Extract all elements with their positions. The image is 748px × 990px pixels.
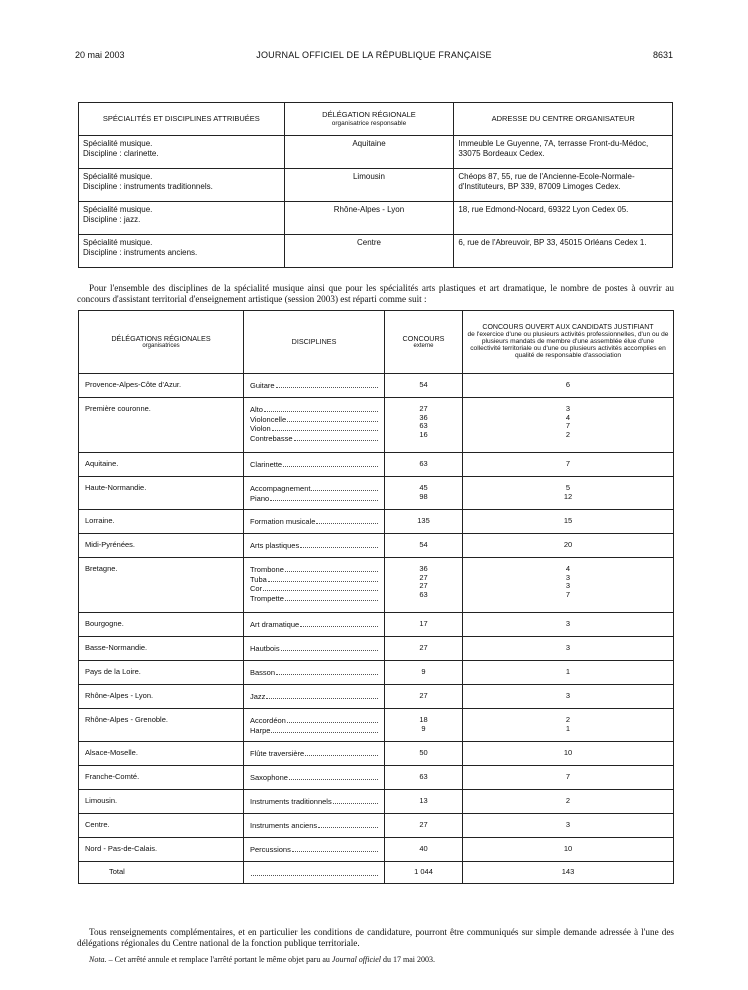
- discipline-label: Harpe: [250, 725, 271, 735]
- region-cell: Lorraine.: [79, 510, 244, 534]
- disciplines-cell: [244, 453, 385, 477]
- leader-dots: [285, 565, 378, 572]
- ouvert-cell: [463, 838, 674, 862]
- leader-dots: [251, 869, 378, 876]
- discipline-line: [250, 434, 378, 444]
- region-cell: Bourgogne.: [79, 613, 244, 637]
- discipline-label: Tuba: [250, 574, 267, 584]
- total-externe: 1 044: [385, 862, 463, 884]
- disciplines-cell: [244, 637, 385, 661]
- discipline-line: [250, 494, 378, 504]
- ouvert-cell: [463, 510, 674, 534]
- disciplines-cell: [244, 398, 385, 453]
- externe-cell: [385, 374, 463, 398]
- paragraph-intro: Pour l'ensemble des disciplines de la spécialité musique ainsi que pour les spécialités arts plastiques et art dramatique, le nombre de postes à ouvrir au concours d'assistant territorial d'enseignement artistique (session 2003) est réparti comme suit :: [77, 283, 674, 305]
- discipline-label: Instruments anciens: [250, 820, 318, 830]
- centre-row: [79, 136, 673, 169]
- region-cell: Rhône-Alpes - Lyon.: [79, 685, 244, 709]
- discipline-label: Trompette: [250, 593, 284, 603]
- discipline-label: Saxophone: [250, 772, 288, 782]
- discipline-label: Hautbois: [250, 643, 280, 653]
- region-row: [79, 398, 674, 453]
- externe-value: 16: [419, 429, 428, 439]
- region-cell: Rhône-Alpes - Grenoble.: [79, 709, 244, 742]
- externe-cell: [385, 534, 463, 558]
- discipline-text: Discipline : instruments traditionnels.: [83, 182, 213, 191]
- discipline-label: Accompagnement: [250, 484, 311, 493]
- externe-cell: [385, 814, 463, 838]
- ouvert-value: 20: [563, 540, 573, 550]
- region-cell: Bretagne.: [79, 558, 244, 613]
- region-cell: Centre.: [79, 814, 244, 838]
- externe-value: 27: [419, 581, 428, 591]
- region-row: [79, 838, 674, 862]
- ouvert-value: 10: [563, 748, 573, 758]
- nota-text-before: – Cet arrêté annule et remplace l'arrêté portant le même objet paru au: [106, 955, 332, 964]
- discipline-label: Guitare: [250, 380, 275, 390]
- discipline-line: [250, 460, 378, 470]
- nota-text-after: du 17 mai 2003.: [381, 955, 436, 964]
- header-adresse: ADRESSE DU CENTRE ORGANISATEUR: [454, 103, 673, 136]
- externe-value: 27: [419, 643, 428, 653]
- externe-cell: [385, 838, 463, 862]
- externe-value: 36: [419, 564, 428, 573]
- discipline-line: [250, 668, 378, 678]
- ouvert-value: 6: [565, 380, 571, 390]
- externe-value: 17: [419, 619, 428, 629]
- externe-value: 27: [419, 572, 428, 582]
- discipline-line: [250, 620, 378, 630]
- leader-dots: [285, 594, 378, 601]
- ouvert-cell: [463, 398, 674, 453]
- discipline-label: Percussions: [250, 844, 291, 854]
- postes-table: [78, 310, 674, 884]
- delegation-cell: Centre: [284, 235, 454, 268]
- ouvert-value: 3: [565, 643, 571, 653]
- adresse-cell: Immeuble Le Guyenne, 7A, terrasse Front-du-Médoc, 33075 Bordeaux Cedex.: [454, 136, 673, 169]
- region-row: [79, 613, 674, 637]
- region-cell: Alsace-Moselle.: [79, 742, 244, 766]
- externe-value: 63: [419, 459, 428, 469]
- region-row: [79, 534, 674, 558]
- ouvert-value: 7: [565, 421, 571, 431]
- header-specialites: SPÉCIALITÉS ET DISCIPLINES ATTRIBUÉES: [79, 103, 285, 136]
- discipline-line: [250, 517, 378, 527]
- leader-dots: [300, 620, 378, 627]
- ouvert-value: 4: [565, 412, 571, 422]
- region-cell: Nord - Pas-de-Calais.: [79, 838, 244, 862]
- discipline-line: [250, 575, 378, 585]
- disciplines-cell: [244, 477, 385, 510]
- externe-cell: [385, 685, 463, 709]
- externe-cell: [385, 398, 463, 453]
- externe-value: 63: [419, 589, 428, 599]
- specialite-text: Spécialité musique.: [83, 238, 153, 247]
- region-cell: Aquitaine.: [79, 453, 244, 477]
- externe-cell: [385, 790, 463, 814]
- ouvert-cell: [463, 453, 674, 477]
- externe-cell: [385, 742, 463, 766]
- ouvert-value: 2: [565, 796, 571, 806]
- ouvert-value: 1: [565, 723, 571, 733]
- leader-dots: [276, 381, 378, 388]
- discipline-label: Cor: [250, 584, 263, 594]
- region-cell: Midi-Pyrénées.: [79, 534, 244, 558]
- ouvert-cell: [463, 790, 674, 814]
- disciplines-cell: [244, 685, 385, 709]
- leader-dots: [268, 575, 378, 582]
- ouvert-value: 3: [565, 572, 571, 582]
- adresse-cell: 18, rue Edmond-Nocard, 69322 Lyon Cedex 05.: [454, 202, 673, 235]
- discipline-line: [250, 716, 378, 726]
- region-cell: Première couronne.: [79, 398, 244, 453]
- discipline-line: [250, 726, 378, 736]
- header-page-number: 8631: [652, 50, 673, 60]
- ouvert-value: 2: [565, 429, 571, 439]
- nota-line: [89, 955, 435, 964]
- externe-cell: [385, 766, 463, 790]
- delegation-cell: Limousin: [284, 169, 454, 202]
- delegation-cell: Rhône-Alpes - Lyon: [284, 202, 454, 235]
- discipline-label: Piano: [250, 493, 270, 503]
- disciplines-cell: [244, 613, 385, 637]
- discipline-label: Formation musicale: [250, 516, 316, 526]
- externe-value: 13: [419, 796, 428, 806]
- region-cell: Franche-Comté.: [79, 766, 244, 790]
- discipline-line: [250, 405, 378, 415]
- disciplines-cell: [244, 742, 385, 766]
- ouvert-value: 4: [565, 564, 571, 573]
- ouvert-value: 7: [565, 459, 571, 469]
- region-row: [79, 558, 674, 613]
- externe-cell: [385, 709, 463, 742]
- leader-dots: [287, 716, 378, 723]
- leader-dots: [287, 415, 378, 422]
- paragraph-renseignements: Tous renseignements complémentaires, et en particulier les conditions de candidature, pourront être communiqués sur simple demande adressée à l'une des délégations régionales du Centre national de la fonction publique territoriale.: [77, 927, 674, 949]
- externe-value: 54: [419, 380, 428, 390]
- disciplines-cell: [244, 766, 385, 790]
- specialite-cell: [79, 235, 285, 268]
- disciplines-cell: [244, 510, 385, 534]
- region-cell: Pays de la Loire.: [79, 661, 244, 685]
- region-cell: Basse-Normandie.: [79, 637, 244, 661]
- header-date: 20 mai 2003: [75, 50, 125, 60]
- ouvert-cell: [463, 661, 674, 685]
- externe-value: 98: [419, 491, 428, 501]
- specialite-text: Spécialité musique.: [83, 205, 153, 214]
- discipline-line: [250, 565, 378, 575]
- page-header: [75, 50, 673, 64]
- discipline-label: Accordéon: [250, 716, 286, 725]
- disciplines-cell: [244, 709, 385, 742]
- discipline-label: Violon: [250, 424, 271, 434]
- leader-dots: [266, 692, 378, 699]
- leader-dots: [318, 821, 378, 828]
- discipline-line: [250, 749, 378, 759]
- discipline-line: [250, 692, 378, 702]
- discipline-line: [250, 415, 378, 425]
- header-delegation: DÉLÉGATION RÉGIONALE organisatrice responsable: [284, 103, 454, 136]
- region-row: [79, 742, 674, 766]
- disciplines-cell: [244, 661, 385, 685]
- discipline-label: Art dramatique: [250, 619, 300, 629]
- region-cell: Provence-Alpes-Côte d'Azur.: [79, 374, 244, 398]
- ouvert-cell: [463, 766, 674, 790]
- ouvert-value: 10: [563, 844, 573, 854]
- ouvert-cell: [463, 742, 674, 766]
- nota-journal: Journal officiel: [331, 955, 382, 964]
- centre-row: [79, 169, 673, 202]
- header-concours-ouvert: CONCOURS OUVERT AUX CANDIDATS JUSTIFIANT de l'exercice d'une ou plusieurs activités professionnelles, d'un ou de plusieurs mandats de membre d'une assemblée élue d'une collectivité territoriale ou d'une ou plusieurs activités accomplies en qualité de responsable d'association: [463, 311, 674, 374]
- adresse-cell: Chéops 87, 55, rue de l'Ancienne-Ecole-Normale-d'Instituteurs, BP 339, 87009 Limoges Cedex.: [454, 169, 673, 202]
- discipline-line: [250, 541, 378, 551]
- ouvert-value: 3: [565, 619, 571, 629]
- delegation-cell: Aquitaine: [284, 136, 454, 169]
- discipline-line: [250, 644, 378, 654]
- header-concours-externe: CONCOURS externe: [385, 311, 463, 374]
- centre-row: [79, 235, 673, 268]
- total-ouvert: 143: [463, 862, 674, 884]
- leader-dots: [270, 494, 378, 501]
- specialite-cell: [79, 202, 285, 235]
- discipline-label: Arts plastiques: [250, 540, 300, 550]
- discipline-label: Contrebasse: [250, 433, 293, 443]
- region-row: [79, 790, 674, 814]
- ouvert-value: 5: [565, 483, 571, 492]
- leader-dots: [271, 726, 378, 733]
- region-row: [79, 766, 674, 790]
- disciplines-cell: [244, 534, 385, 558]
- postes-table-header: [79, 311, 674, 374]
- ouvert-value: 3: [565, 581, 571, 591]
- discipline-label: Clarinette: [250, 459, 283, 469]
- ouvert-cell: [463, 477, 674, 510]
- discipline-line: [250, 594, 378, 604]
- discipline-text: Discipline : clarinette.: [83, 149, 159, 158]
- ouvert-value: 1: [565, 667, 571, 677]
- header-disciplines: DISCIPLINES: [244, 311, 385, 374]
- discipline-label: Flûte traversière: [250, 748, 305, 758]
- region-row: [79, 661, 674, 685]
- externe-value: 9: [421, 723, 426, 733]
- ouvert-value: 3: [565, 691, 571, 701]
- discipline-text: Discipline : jazz.: [83, 215, 141, 224]
- specialite-cell: [79, 136, 285, 169]
- ouvert-value: 7: [565, 772, 571, 782]
- discipline-line: [250, 821, 378, 831]
- discipline-line: [250, 584, 378, 594]
- ouvert-cell: [463, 613, 674, 637]
- total-row: [79, 862, 674, 884]
- centres-table-header: [79, 103, 673, 136]
- discipline-line: [250, 484, 378, 494]
- region-row: [79, 453, 674, 477]
- total-line: [250, 869, 378, 876]
- discipline-line: [250, 845, 378, 855]
- ouvert-value: 12: [563, 491, 573, 501]
- leader-dots: [305, 749, 378, 756]
- region-row: [79, 637, 674, 661]
- leader-dots: [311, 484, 378, 491]
- externe-cell: [385, 637, 463, 661]
- externe-cell: [385, 453, 463, 477]
- discipline-label: Instruments traditionnels: [250, 796, 332, 806]
- ouvert-value: 3: [565, 820, 571, 830]
- disciplines-cell: [244, 814, 385, 838]
- leader-dots: [272, 424, 378, 431]
- region-row: [79, 685, 674, 709]
- centre-row: [79, 202, 673, 235]
- discipline-line: [250, 424, 378, 434]
- leader-dots: [300, 541, 378, 548]
- leader-dots: [264, 405, 378, 412]
- region-row: [79, 510, 674, 534]
- header-delegations: DÉLÉGATIONS RÉGIONALES organisatrices: [79, 311, 244, 374]
- leader-dots: [316, 517, 378, 524]
- centres-table: [78, 102, 673, 268]
- disciplines-cell: [244, 558, 385, 613]
- ouvert-cell: [463, 558, 674, 613]
- ouvert-value: 2: [565, 715, 571, 724]
- discipline-label: Alto: [250, 405, 263, 414]
- externe-value: 27: [419, 691, 428, 701]
- discipline-line: [250, 381, 378, 391]
- region-row: [79, 709, 674, 742]
- externe-cell: [385, 661, 463, 685]
- externe-value: 63: [419, 772, 428, 782]
- discipline-line: [250, 797, 378, 807]
- leader-dots: [276, 668, 378, 675]
- externe-value: 50: [419, 748, 428, 758]
- nota-label: Nota.: [89, 955, 107, 964]
- ouvert-cell: [463, 534, 674, 558]
- externe-value: 36: [419, 412, 428, 422]
- specialite-text: Spécialité musique.: [83, 139, 153, 148]
- externe-value: 18: [419, 715, 428, 724]
- discipline-text: Discipline : instruments anciens.: [83, 248, 198, 257]
- region-row: [79, 814, 674, 838]
- ouvert-cell: [463, 709, 674, 742]
- externe-value: 9: [421, 667, 426, 677]
- externe-value: 45: [419, 483, 428, 492]
- leader-dots: [333, 797, 378, 804]
- ouvert-cell: [463, 374, 674, 398]
- specialite-cell: [79, 169, 285, 202]
- header-journal-title: JOURNAL OFFICIEL DE LA RÉPUBLIQUE FRANÇAISE: [256, 50, 492, 60]
- ouvert-value: 7: [565, 589, 571, 599]
- leader-dots: [289, 773, 378, 780]
- externe-cell: [385, 510, 463, 534]
- externe-cell: [385, 613, 463, 637]
- region-row: [79, 477, 674, 510]
- leader-dots: [283, 460, 378, 467]
- region-cell: Haute-Normandie.: [79, 477, 244, 510]
- externe-cell: [385, 558, 463, 613]
- adresse-cell: 6, rue de l'Abreuvoir, BP 33, 45015 Orléans Cedex 1.: [454, 235, 673, 268]
- disciplines-cell: [244, 790, 385, 814]
- total-dots-cell: [244, 862, 385, 884]
- region-cell: Limousin.: [79, 790, 244, 814]
- discipline-label: Violoncelle: [250, 414, 287, 424]
- ouvert-cell: [463, 685, 674, 709]
- ouvert-value: 3: [565, 404, 571, 413]
- total-label: Total: [79, 862, 244, 884]
- region-row: [79, 374, 674, 398]
- externe-value: 27: [419, 404, 428, 413]
- discipline-line: [250, 773, 378, 783]
- externe-value: 27: [419, 820, 428, 830]
- externe-value: 54: [419, 540, 428, 550]
- disciplines-cell: [244, 374, 385, 398]
- externe-value: 135: [417, 516, 430, 526]
- leader-dots: [263, 584, 378, 591]
- ouvert-value: 15: [563, 516, 573, 526]
- disciplines-cell: [244, 838, 385, 862]
- leader-dots: [294, 434, 378, 441]
- leader-dots: [281, 644, 378, 651]
- ouvert-cell: [463, 814, 674, 838]
- discipline-label: Basson: [250, 667, 276, 677]
- specialite-text: Spécialité musique.: [83, 172, 153, 181]
- leader-dots: [292, 845, 378, 852]
- externe-cell: [385, 477, 463, 510]
- discipline-label: Trombone: [250, 565, 284, 574]
- ouvert-cell: [463, 637, 674, 661]
- discipline-label: Jazz: [250, 691, 266, 701]
- externe-value: 40: [419, 844, 428, 854]
- externe-value: 63: [419, 421, 428, 431]
